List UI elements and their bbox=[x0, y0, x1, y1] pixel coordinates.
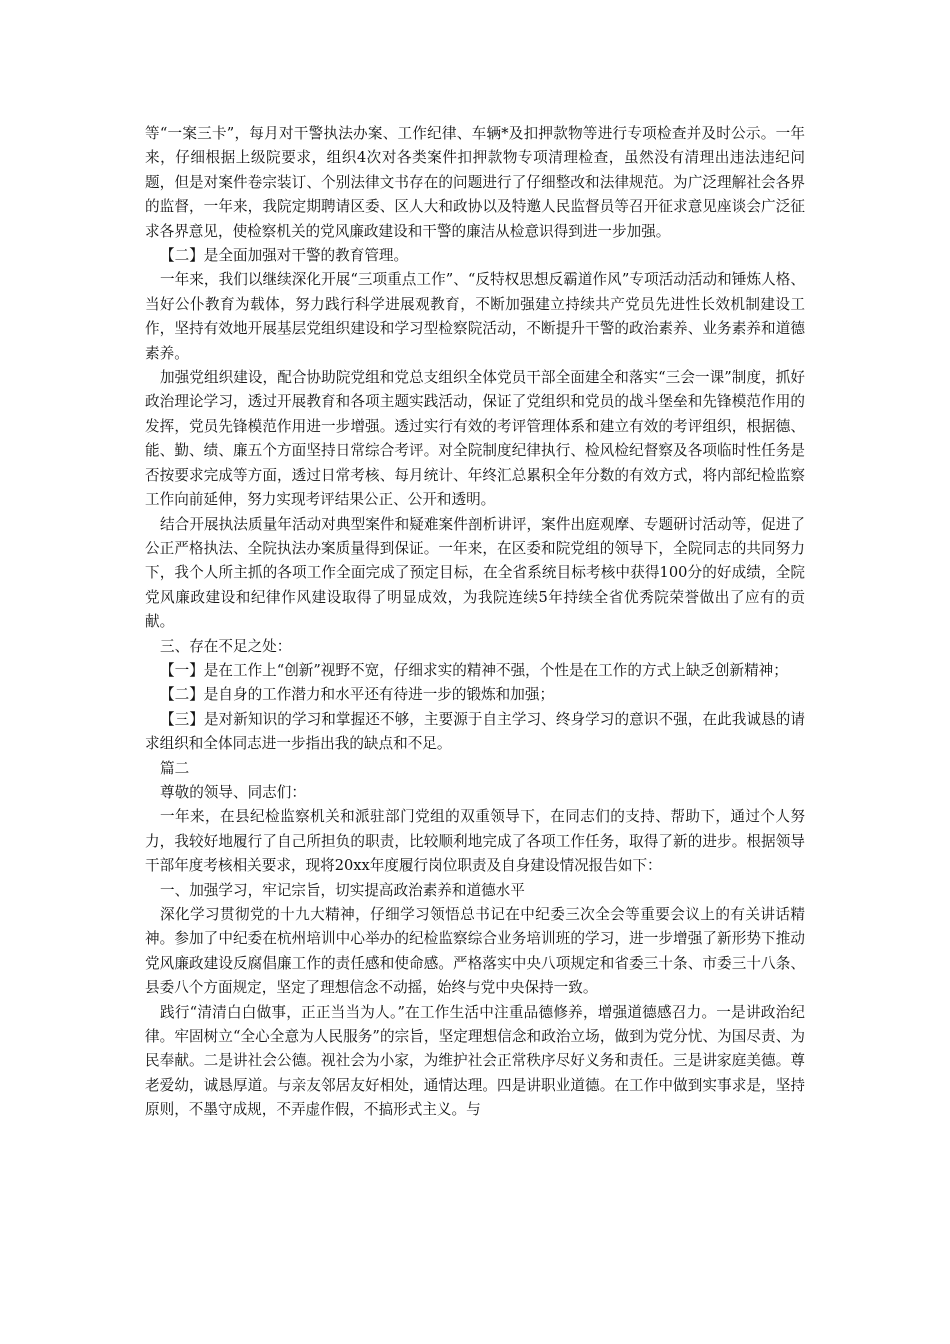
salutation: 尊敬的领导、同志们： bbox=[160, 783, 306, 801]
heading-education-management: 【二】是全面加强对干警的教育管理。 bbox=[160, 247, 409, 265]
section-label-part-two: 篇二 bbox=[160, 759, 190, 777]
document-page bbox=[145, 122, 805, 1123]
paragraph-study-spirit: 深化学习贯彻党的十九大精神，仔细学习领悟总书记在中纪委三次全会等重要会议上的有关讲话精神。参加了中纪委在杭州培训中心举办的纪检监察综合业务培训班的学习，进一步增强了新形势下推动党风廉政建设反腐倡廉工作的责任感和使命感。严格落实中央八项规定和省委三十条、市委三十八条、县委八个方面规定，坚定了理想信念不动摇，始终与党中央保持一致。 bbox=[145, 906, 805, 997]
paragraph-party-organization: 加强党组织建设，配合协助院党组和党总支组织全体党员干部全面建全和落实“三会一课”制度，抓好政治理论学习，透过开展教育和各项主题实践活动，保证了党组织和党员的战斗堡垒和先锋模范作用的发挥，党员先锋模范作用进一步增强。透过实行有效的考评管理体系和建立有效的考评组织，根据德、能、勤、绩、廉五个方面坚持日常综合考评。对全院制度纪律执行、检风检纪督察及各项临时性任务是否按要求完成等方面，透过日常考核、每月统计、年终汇总累积全年分数的有效方式，将内部纪检监察工作向前延伸，努力实现考评结果公正、公开和透明。 bbox=[145, 369, 805, 509]
shortcoming-item-1: 【一】是在工作上“创新”视野不宽，仔细求实的精神不强，个性是在工作的方式上缺乏创新精神； bbox=[160, 661, 788, 679]
paragraph-annual-overview: 一年来，在县纪检监察机关和派驻部门党组的双重领导下，在同志们的支持、帮助下，通过个人努力，我较好地履行了自己所担负的职责，比较顺利地完成了各项工作任务，取得了新的进步。根据领导干部年度考核相关要求，现将20xx年度履行岗位职责及自身建设情况报告如下： bbox=[145, 808, 805, 875]
paragraph-law-enforcement-quality: 结合开展执法质量年活动对典型案件和疑难案件剖析讲评，案件出庭观摩、专题研讨活动等，促进了公正严格执法、全院执法办案质量得到保证。一年来，在区委和院党组的领导下，全院同志的共同努力下，我个人所主抓的各项工作全面完成了预定目标，在全省系统目标考核中获得100分的好成绩，全院党风廉政建设和纪律作风建设取得了明显成效，为我院连续5年持续全省优秀院荣誉做出了应有的贡献。 bbox=[145, 515, 805, 631]
paragraph-moral-practice: 践行“清清白白做事，正正当当为人。”在工作生活中注重品德修养，增强道德感召力。一是讲政治纪律。牢固树立“全心全意为人民服务”的宗旨，坚定理想信念和政治立场，做到为党分忧、为国尽责、为民奉献。二是讲社会公德。视社会为小家，为维护社会正常秩序尽好义务和责任。三是讲家庭美德。尊老爱幼，诚恳厚道。与亲友邻居友好相处，通情达理。四是讲职业道德。在工作中做到实事求是，坚持原则，不墨守成规，不弄虚作假，不搞形式主义。与 bbox=[145, 1003, 805, 1119]
heading-study-purpose: 一、加强学习，牢记宗旨，切实提高政治素养和道德水平 bbox=[160, 881, 525, 899]
paragraph-supervision-continued: 等“一案三卡”，每月对干警执法办案、工作纪律、车辆*及扣押款物等进行专项检查并及时公示。一年来，仔细根据上级院要求，组织4次对各类案件扣押款物专项清理检查，虽然没有清理出违法违纪问题，但是对案件卷宗装订、个别法律文书存在的问题进行了仔细整改和法律规范。为广泛理解社会各界的监督，一年来，我院定期聘请区委、区人大和政协以及特邀人民监督员等召开征求意见座谈会广泛征求各界意见，使检察机关的党风廉政建设和干警的廉洁从检意识得到进一步加强。 bbox=[145, 125, 805, 240]
shortcoming-item-3: 【三】是对新知识的学习和掌握还不够，主要源于自主学习、终身学习的意识不强，在此我诚恳的请求组织和全体同志进一步指出我的缺点和不足。 bbox=[145, 710, 805, 753]
heading-shortcomings: 三、存在不足之处： bbox=[160, 637, 292, 655]
shortcoming-item-2: 【二】是自身的工作潜力和水平还有待进一步的锻炼和加强； bbox=[160, 686, 555, 704]
paragraph-party-education: 一年来，我们以继续深化开展“三项重点工作”、“反特权思想反霸道作风”专项活动活动和锤炼人格、当好公仆教育为载体，努力践行科学进展观教育，不断加强建立持续共产党员先进性长效机制建设工作，坚持有效地开展基层党组织建设和学习型检察院活动，不断提升干警的政治素养、业务素养和道德素养。 bbox=[145, 271, 805, 362]
